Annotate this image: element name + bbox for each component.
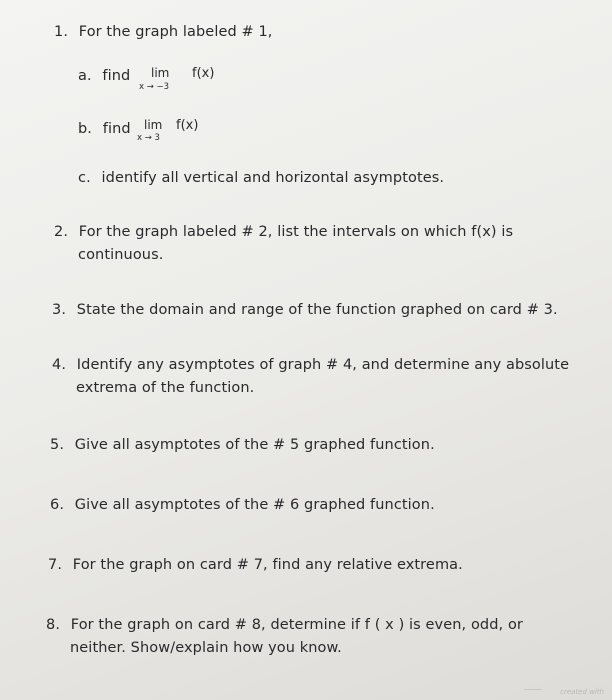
question-1a-lim: lim <box>151 66 170 80</box>
question-1-text: For the graph labeled # 1, <box>78 24 273 40</box>
question-4-number: 4. <box>52 357 67 373</box>
question-2-number: 2. <box>54 224 69 240</box>
question-1b-lim-subscript: x → 3 <box>137 133 160 143</box>
question-8 <box>46 617 523 633</box>
question-1 <box>54 24 273 40</box>
question-7-text: For the graph on card # 7, find any relative extrema. <box>72 557 463 573</box>
question-1a-lim-subscript: x → −3 <box>139 82 170 92</box>
question-1c-label: c. <box>78 170 91 186</box>
question-5-number: 5. <box>50 437 65 453</box>
question-1b-label: b. <box>78 121 93 137</box>
question-4-line-2: extrema of the function. <box>76 380 255 396</box>
question-1a <box>78 68 130 84</box>
question-1b <box>78 121 131 137</box>
question-1b-function: f(x) <box>176 118 199 133</box>
question-1a-find: find <box>102 68 131 84</box>
question-1b-lim: lim <box>144 118 163 132</box>
footer-divider <box>524 689 542 690</box>
question-6-text: Give all asymptotes of the # 6 graphed function. <box>74 497 435 513</box>
question-3 <box>52 302 558 318</box>
question-8-line-2: neither. Show/explain how you know. <box>70 640 342 656</box>
question-1c-text: identify all vertical and horizontal asymptotes. <box>101 170 445 186</box>
footer-watermark: created with <box>560 688 604 696</box>
question-2 <box>54 224 513 240</box>
question-8-number: 8. <box>46 617 61 633</box>
question-6 <box>50 497 435 513</box>
question-7-number: 7. <box>48 557 63 573</box>
question-7 <box>48 557 463 573</box>
question-3-text: State the domain and range of the function graphed on card # 3. <box>76 302 558 318</box>
question-1a-function: f(x) <box>192 66 215 81</box>
question-1-number: 1. <box>54 24 69 40</box>
question-1c <box>78 170 444 186</box>
question-6-number: 6. <box>50 497 65 513</box>
question-1a-label: a. <box>78 68 92 84</box>
question-2-line-1: For the graph labeled # 2, list the intervals on which f(x) is <box>78 224 514 240</box>
question-8-line-1: For the graph on card # 8, determine if f ( x ) is even, odd, or <box>70 617 523 633</box>
question-5-text: Give all asymptotes of the # 5 graphed function. <box>74 437 435 453</box>
question-5 <box>50 437 435 453</box>
question-1b-find: find <box>102 121 131 137</box>
question-2-line-2: continuous. <box>78 247 164 263</box>
question-4-line-1: Identify any asymptotes of graph # 4, and determine any absolute <box>76 357 570 373</box>
question-4 <box>52 357 569 373</box>
question-3-number: 3. <box>52 302 67 318</box>
